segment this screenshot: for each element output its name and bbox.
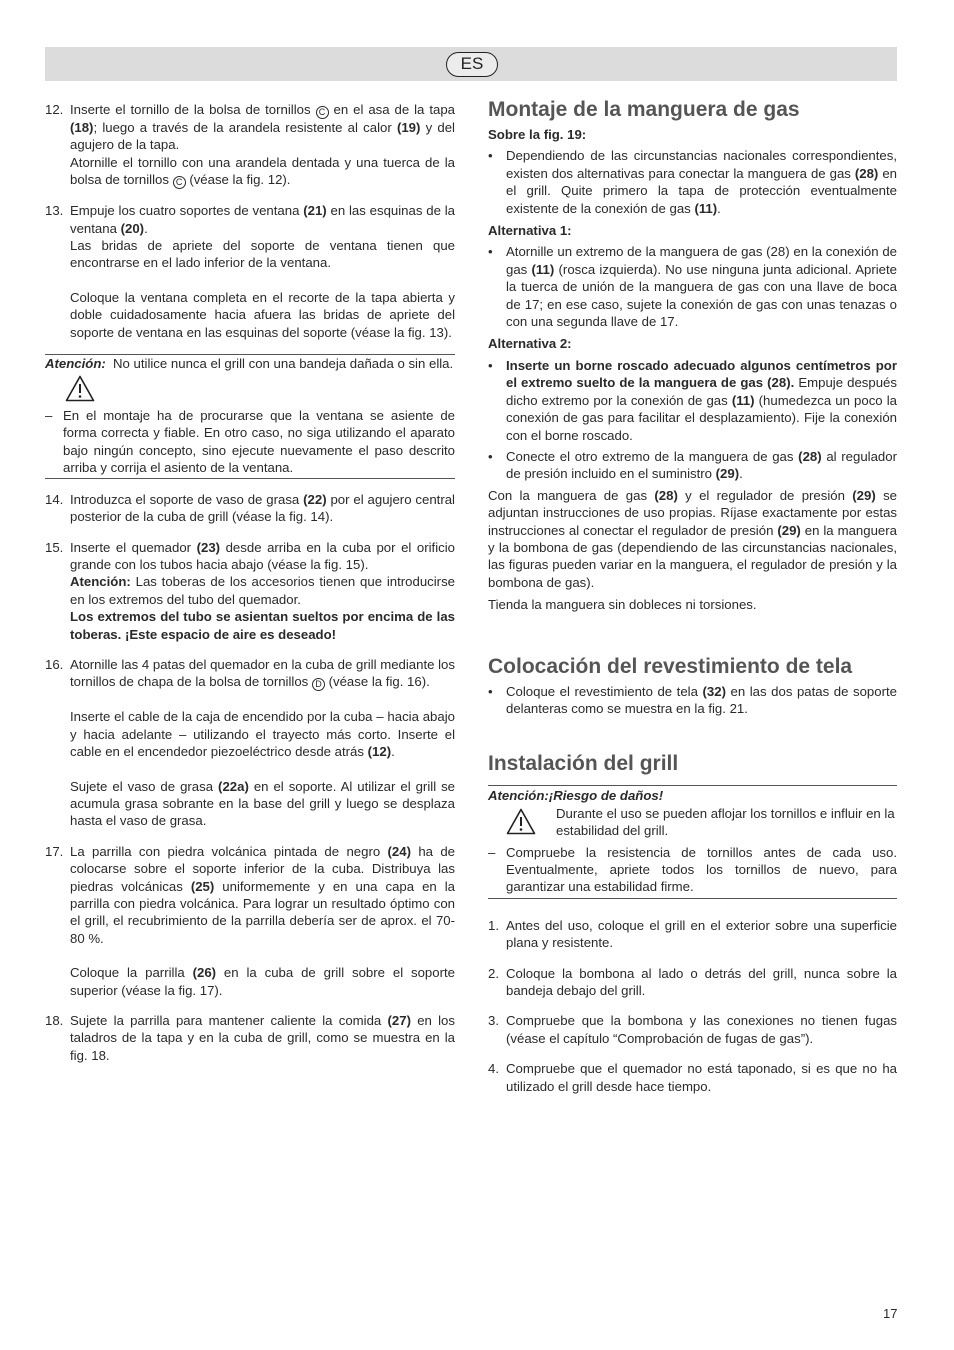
- bold-text: Inserte un borne roscado adecuado algunos centímetros por el extremo suelto de la manguera de gas (28).: [506, 357, 897, 391]
- bullet-mark: •: [488, 448, 493, 464]
- text: Empuje los cuatro soportes de ventana: [70, 203, 300, 219]
- step-text: [70, 202, 455, 272]
- bullet-item: [488, 147, 897, 217]
- warning-text: No utilice nunca el grill con una bandeja dañada o sin ella.: [113, 356, 454, 372]
- install-step-3: [488, 1012, 897, 1047]
- step-18: [45, 1012, 455, 1064]
- text: ; luego a través de la arandela resistente al calor: [93, 120, 392, 135]
- warning-title: ¡Riesgo de daños!: [548, 788, 664, 804]
- step-13: [45, 202, 455, 341]
- ref: (25): [190, 878, 215, 894]
- text: (véase la fig. 16).: [328, 674, 430, 690]
- install-step-4: [488, 1060, 897, 1095]
- text: uniformemente y en una capa en la parrilla con piedra volcánica. Para lograr un resultado óptimo con el grill, el recubrimiento de la parrilla debería ser de aprox. el 70-80 %.: [70, 878, 455, 946]
- warning-text: Durante el uso se pueden aflojar los tornillos e influir en la estabilidad del grill.: [556, 805, 895, 839]
- ref: (11): [694, 200, 718, 216]
- text: .: [739, 466, 743, 482]
- step-number: 14.: [45, 491, 64, 507]
- install-step-2: [488, 965, 897, 1000]
- warning-dash-item: [45, 407, 455, 477]
- text: Coloque la parrilla: [70, 965, 185, 981]
- step-15: [45, 539, 455, 643]
- text: .: [717, 200, 721, 216]
- warning-head: [488, 786, 897, 839]
- ref: (27): [387, 1013, 411, 1029]
- text: (rosca izquierda). No use ninguna junta adicional. Apriete la tuerca de unión de la manguera de gas con una llave de boca de 17; en ese caso, sujete la conexión de gas con unas tenazas o con una segunda llave de 17.: [506, 261, 897, 330]
- text: La parrilla con piedra volcánica pintada de negro: [70, 843, 381, 859]
- subheading-alt2: Alternativa 2:: [488, 336, 572, 352]
- text: Con la manguera de gas: [488, 487, 648, 503]
- text: Las bridas de apriete del soporte de ventana tienen que encontrarse en el lado inferior de la ventana.: [70, 238, 455, 271]
- text: Atornille el tornillo con una arandela dentada y una tuerca de la bolsa de tornillos: [70, 154, 455, 188]
- ref: (29): [852, 487, 876, 503]
- text: Coloque la bombona al lado o detrás del grill, nunca sobre la bandeja debajo del grill.: [506, 965, 897, 999]
- step-16: [45, 656, 455, 830]
- step-number: 12.: [45, 102, 64, 117]
- text: Conecte el otro extremo de la manguera de gas: [506, 448, 794, 464]
- step-number: 3.: [488, 1013, 499, 1029]
- install-step-1: [488, 917, 897, 952]
- ref: (11): [731, 392, 755, 408]
- text: Antes del uso, coloque el grill en el exterior sobre una superficie plana y resistente.: [506, 917, 897, 951]
- section-title-gas-hose: Montaje de la manguera de gas: [488, 98, 800, 121]
- paragraph: Tienda la manguera sin dobleces ni torsiones.: [488, 597, 757, 613]
- step-text: [70, 491, 455, 526]
- step-number: 16.: [45, 656, 64, 672]
- ref: (28): [798, 448, 822, 464]
- step-number: 13.: [45, 203, 64, 219]
- text: en la manguera y la bombona de gas (dependiendo de las circunstancias nacionales, las figuras pueden variar en la manguera, el regulador de presión y la bombona de gas).: [488, 522, 897, 590]
- circled-d-icon: D: [312, 678, 325, 691]
- text: Dependiendo de las circunstancias nacionales correspondientes, existen dos alternativas para conectar la manguera de gas: [506, 148, 897, 181]
- ref: (11): [531, 261, 555, 277]
- ref: (22a): [218, 778, 249, 794]
- section-title-fabric-cover: Colocación del revestimiento de tela: [488, 654, 853, 678]
- text: Inserte el cable de la caja de encendido por la cuba – hacia abajo y hacia adelante – utilizando el trayecto más corto. Inserte el cable en el encendedor piezoeléctrico desde atrás: [70, 709, 455, 760]
- text: en los taladros de la tapa y en la cuba de grill, como se muestra en la fig. 18.: [70, 1013, 455, 1063]
- ref: (22): [303, 491, 327, 507]
- bullet-item: [488, 243, 897, 330]
- text: En el montaje ha de procurarse que la ventana se asiente de forma correcta y fiable. En otro caso, no siga utilizando el aparato bajo ningún concepto, sino ejecute nuevamente el paso descrito arriba y corrija el asiento de la ventana.: [63, 408, 455, 476]
- text: en las dos patas de soporte delanteras como se muestra en la fig. 21.: [506, 683, 897, 716]
- text: al regulador de presión incluido en el suministro: [506, 448, 897, 482]
- text: Compruebe que el quemador no está taponado, si es que no ha utilizado el grill desde hace tiempo.: [506, 1061, 897, 1094]
- ref: (26): [192, 965, 217, 981]
- text: se adjuntan instrucciones de uso propias. Ríjase exactamente por estas instrucciones al conectar el regulador de presión: [488, 487, 897, 538]
- text: (humedezca un poco la conexión de gas para facilitar el desplazamiento). Fije la conexión con el borne roscado.: [506, 392, 897, 443]
- step-text: [70, 656, 455, 691]
- step-number: 15.: [45, 539, 64, 555]
- step-number: 2.: [488, 965, 499, 981]
- text: en las esquinas de la ventana: [70, 203, 455, 236]
- bullet-item: [488, 357, 897, 444]
- bullet-item: [488, 448, 897, 483]
- bullet-mark: •: [488, 148, 493, 164]
- warning-triangle-icon: [506, 808, 536, 835]
- subheading-fig19: Sobre la fig. 19:: [488, 127, 587, 142]
- step-text: [70, 964, 455, 999]
- step-number: 17.: [45, 843, 64, 859]
- step-text: [70, 539, 455, 643]
- bold-note: Los extremos del tubo se asientan sueltos por encima de las toberas. ¡Este espacio de aire es deseado!: [70, 609, 455, 642]
- step-14: [45, 491, 455, 526]
- step-text: [70, 778, 455, 830]
- text: Empuje después dicho extremo por la conexión de gas: [506, 375, 897, 408]
- text: en la cuba de grill sobre el soporte superior (véase la fig. 17).: [70, 965, 455, 998]
- text: Compruebe que la bombona y las conexiones no tienen fugas (véase el capítulo “Comprobación de fugas de gas”).: [506, 1013, 897, 1046]
- text: por el agujero central posterior de la cuba de grill (véase la fig. 14).: [70, 491, 455, 525]
- bullet-mark: •: [488, 683, 493, 699]
- text: .: [144, 220, 148, 236]
- ref: (29): [777, 522, 801, 538]
- step-number: 1.: [488, 917, 499, 933]
- text: Las toberas de los accesorios tienen que introducirse en los extremos del tubo del quemador.: [70, 574, 455, 607]
- text: .: [391, 744, 395, 760]
- step-number: 18.: [45, 1013, 64, 1029]
- bullet-mark: •: [488, 357, 493, 373]
- step-12: [45, 101, 455, 189]
- text: Introduzca el soporte de vaso de grasa: [70, 491, 300, 507]
- text: Sujete el vaso de grasa: [70, 778, 214, 794]
- paragraph: [488, 487, 897, 591]
- warning-label: Atención:: [488, 788, 549, 804]
- warning-dash-item: [488, 844, 897, 896]
- warning-block: [45, 354, 455, 479]
- page-number: 17: [883, 1306, 898, 1321]
- text: ha de colocarse sobre el soporte inferior de la cuba. Distribuya las piedras volcánicas: [70, 843, 455, 894]
- ref: (19): [396, 120, 421, 135]
- text: Coloque el revestimiento de tela: [506, 683, 698, 699]
- text: y el regulador de presión: [685, 487, 845, 503]
- step-number: 4.: [488, 1061, 499, 1077]
- ref: (28): [854, 165, 879, 181]
- warning-label: Atención:: [45, 356, 106, 372]
- subheading-alt1: Alternativa 1:: [488, 223, 572, 239]
- ref: (20): [120, 220, 145, 236]
- warning-block: [488, 785, 897, 898]
- left-column: [45, 101, 455, 1077]
- step-text: [70, 843, 455, 947]
- ref: (23): [196, 539, 221, 555]
- attention-label: Atención:: [70, 574, 131, 590]
- bullet-mark: •: [488, 244, 493, 260]
- ref: (28): [654, 487, 678, 503]
- step-text: Coloque la ventana completa en el recorte de la tapa abierta y doble cuidadosamente hacia afuera las bridas de apriete del soporte de ventana en las esquinas del soporte (véase la fig. 13).: [70, 289, 455, 340]
- text: y del agujero de la tapa.: [70, 120, 455, 153]
- text: Inserte el quemador: [70, 539, 192, 555]
- text: Sujete la parrilla para mantener caliente la comida: [70, 1013, 382, 1029]
- section-title-installation: Instalación del grill: [488, 752, 679, 776]
- ref: (32): [702, 683, 726, 699]
- step-text: [70, 101, 455, 189]
- text: Atornille un extremo de la manguera de gas (28) en la conexión de gas: [506, 244, 897, 277]
- language-badge: ES: [446, 52, 498, 77]
- right-column: [488, 97, 897, 1108]
- ref: (12): [367, 744, 392, 760]
- text: Atornille las 4 patas del quemador en la cuba de grill mediante los tornillos de chapa de la bolsa de tornillos: [70, 656, 455, 690]
- circled-c-icon: C: [316, 106, 329, 119]
- warning-triangle-icon: [65, 375, 95, 402]
- step-text: [70, 1012, 455, 1064]
- text: en el soporte. Al utilizar el grill se acumula grasa sobrante en la base del grill y luego se desplaza hasta el vaso de grasa.: [70, 778, 456, 829]
- circled-c-icon: C: [173, 176, 186, 189]
- step-17: [45, 843, 455, 999]
- ref: (24): [387, 843, 411, 859]
- text: en el asa de la tapa: [333, 102, 455, 117]
- ref: (21): [303, 203, 327, 219]
- text: en el grill. Quite primero la tapa de protección eventualmente existente de la conexión de gas: [506, 165, 897, 216]
- text: Compruebe la resistencia de tornillos antes de cada uso. Eventualmente, apriete todos los tornillos de nuevo, para garantizar una estabilidad firme.: [506, 844, 897, 895]
- text: (véase la fig. 12).: [189, 172, 291, 188]
- ref: (29): [715, 466, 740, 482]
- warning-head: [45, 355, 455, 407]
- step-text: [70, 708, 455, 760]
- text: Inserte el tornillo de la bolsa de tornillos: [70, 102, 311, 117]
- text: desde arriba en la cuba por el orificio grande con los tubos hacia abajo (véase la fig. 15).: [70, 539, 455, 572]
- dash-mark: –: [488, 844, 496, 860]
- bullet-item: [488, 683, 897, 718]
- ref: (18): [70, 120, 94, 135]
- dash-mark: –: [45, 408, 53, 424]
